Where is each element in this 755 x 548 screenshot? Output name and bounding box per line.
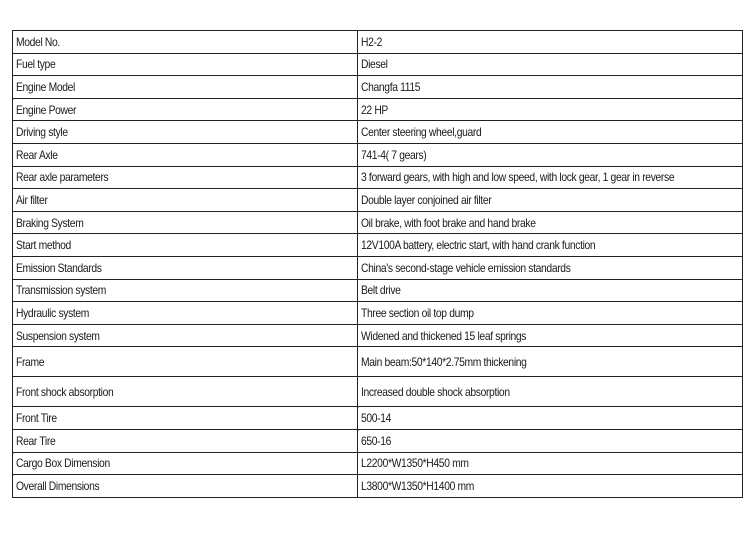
spec-table <box>12 30 743 498</box>
row-value: H2-2 <box>358 31 743 54</box>
row-value: Widened and thickened 15 leaf springs <box>358 324 743 347</box>
row-label: Braking System <box>13 211 358 234</box>
table-row <box>13 166 743 189</box>
table-row <box>13 324 743 347</box>
table-row <box>13 234 743 257</box>
row-value: L3800*W1350*H1400 mm <box>358 475 743 498</box>
table-row <box>13 407 743 430</box>
row-value: L2200*W1350*H450 mm <box>358 452 743 475</box>
row-label: Driving style <box>13 121 358 144</box>
table-row <box>13 377 743 407</box>
row-value: Belt drive <box>358 279 743 302</box>
table-row <box>13 279 743 302</box>
row-value: Diesel <box>358 53 743 76</box>
row-label: Frame <box>13 347 358 377</box>
row-label: Suspension system <box>13 324 358 347</box>
row-value: 650-16 <box>358 429 743 452</box>
row-label: Rear Tire <box>13 429 358 452</box>
row-label: Hydraulic system <box>13 302 358 325</box>
table-row <box>13 121 743 144</box>
row-label: Model No. <box>13 31 358 54</box>
row-value: Double layer conjoined air filter <box>358 189 743 212</box>
table-row <box>13 429 743 452</box>
row-value: 3 forward gears, with high and low speed, with lock gear, 1 gear in reverse <box>358 166 743 189</box>
row-label: Rear axle parameters <box>13 166 358 189</box>
row-value: 500-14 <box>358 407 743 430</box>
table-row <box>13 302 743 325</box>
table-row <box>13 98 743 121</box>
row-value: Oil brake, with foot brake and hand brake <box>358 211 743 234</box>
table-row <box>13 143 743 166</box>
table-row <box>13 53 743 76</box>
row-label: Engine Model <box>13 76 358 99</box>
row-label: Cargo Box Dimension <box>13 452 358 475</box>
row-value: Changfa 1115 <box>358 76 743 99</box>
row-label: Fuel type <box>13 53 358 76</box>
table-row <box>13 189 743 212</box>
table-row <box>13 452 743 475</box>
table-row <box>13 211 743 234</box>
row-value: China's second-stage vehicle emission standards <box>358 256 743 279</box>
row-label: Emission Standards <box>13 256 358 279</box>
row-label: Engine Power <box>13 98 358 121</box>
row-label: Transmission system <box>13 279 358 302</box>
spec-sheet <box>12 30 742 498</box>
row-value: 12V100A battery, electric start, with hand crank function <box>358 234 743 257</box>
row-value: Main beam:50*140*2.75mm thickening <box>358 347 743 377</box>
row-value: 741-4( 7 gears) <box>358 143 743 166</box>
table-row <box>13 76 743 99</box>
table-row <box>13 347 743 377</box>
row-value: Three section oil top dump <box>358 302 743 325</box>
table-row <box>13 31 743 54</box>
row-label: Overall Dimensions <box>13 475 358 498</box>
row-value: Increased double shock absorption <box>358 377 743 407</box>
row-value: Center steering wheel,guard <box>358 121 743 144</box>
row-label: Front Tire <box>13 407 358 430</box>
table-row <box>13 256 743 279</box>
row-label: Front shock absorption <box>13 377 358 407</box>
row-label: Start method <box>13 234 358 257</box>
row-label: Rear Axle <box>13 143 358 166</box>
table-row <box>13 475 743 498</box>
row-value: 22 HP <box>358 98 743 121</box>
row-label: Air filter <box>13 189 358 212</box>
